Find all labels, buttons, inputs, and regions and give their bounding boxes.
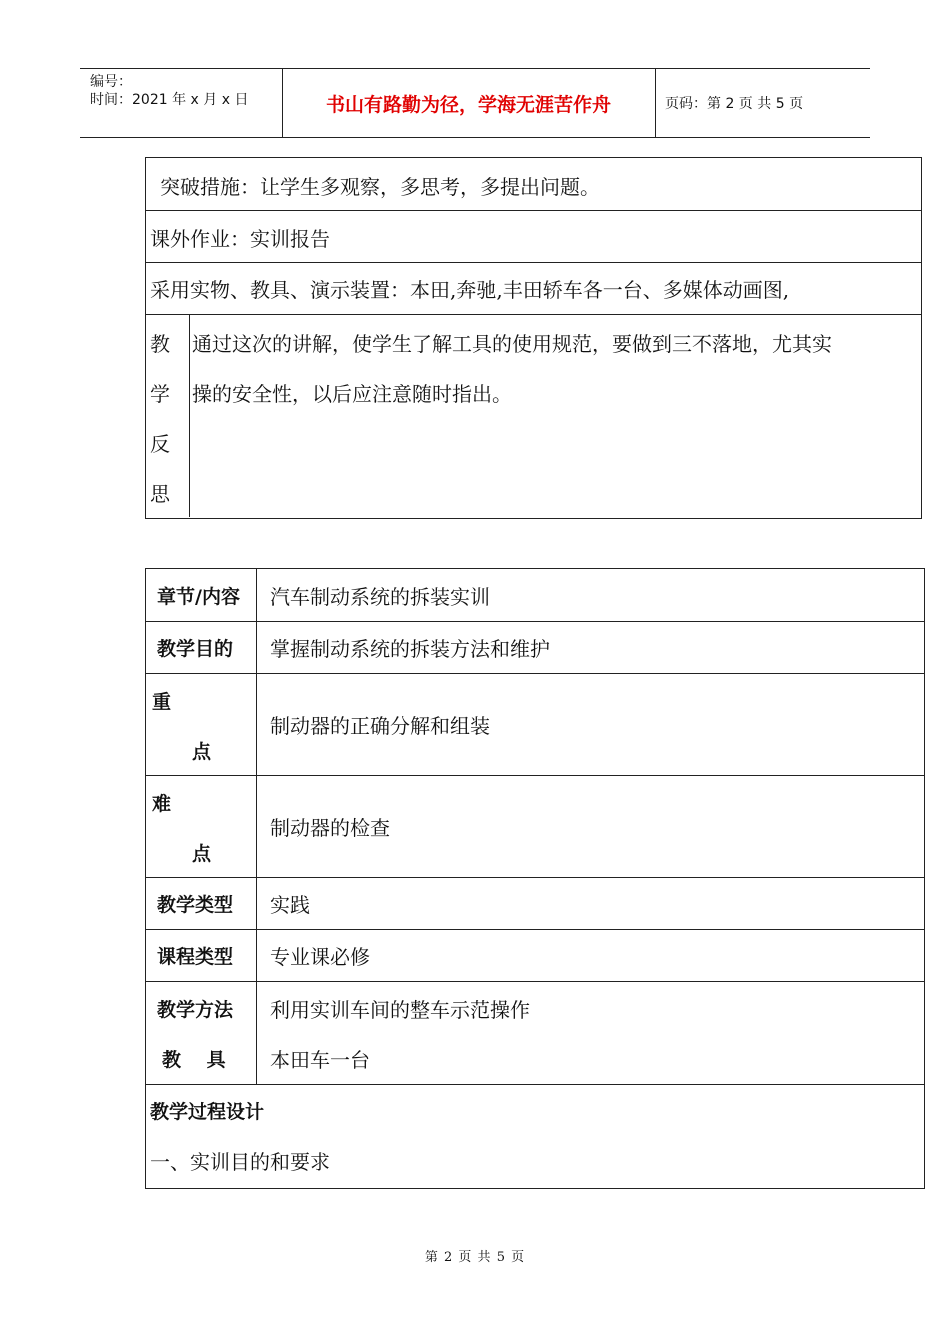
table-rule <box>145 314 921 315</box>
key-point-label: 点 <box>192 741 212 763</box>
goal-label: 教学目的 <box>157 638 234 660</box>
header-divider <box>655 69 656 137</box>
teaching-method-label: 教学方法 <box>157 999 234 1021</box>
difficulty-label: 点 <box>192 843 212 865</box>
header-page-number: 页码：第 2 页 共 5 页 <box>665 96 804 112</box>
table-rule <box>145 981 924 982</box>
teaching-tools-label: 教 具 <box>162 1049 226 1071</box>
difficulty-label: 难 <box>152 793 172 815</box>
goal-value: 掌握制动系统的拆装方法和维护 <box>270 637 550 661</box>
document-number-label: 编号： <box>90 74 132 90</box>
reflection-text-line: 操的安全性，以后应注意随时指出。 <box>192 382 512 406</box>
reflection-text-line: 通过这次的讲解，使学生了解工具的使用规范，要做到三不落地，尤其实 <box>192 332 832 356</box>
table-rule <box>145 673 924 674</box>
table-rule <box>145 775 924 776</box>
table-rule <box>145 877 924 878</box>
teaching-method-value: 利用实训车间的整车示范操作 <box>270 998 530 1022</box>
teaching-type-value: 实践 <box>270 893 310 917</box>
teaching-aids: 采用实物、教具、演示装置：本田,奔驰,丰田轿车各一台、多媒体动画图, <box>150 278 790 302</box>
course-type-label: 课程类型 <box>157 946 234 968</box>
page-footer: 第 2 页 共 5 页 <box>424 1250 526 1265</box>
breakthrough-measures: 突破措施：让学生多观察，多思考，多提出问题。 <box>160 175 600 199</box>
key-point-label: 重 <box>152 691 172 713</box>
process-item: 一、实训目的和要求 <box>150 1150 330 1174</box>
key-point-value: 制动器的正确分解和组装 <box>270 714 490 738</box>
header-meta <box>90 73 248 109</box>
header-motto: 书山有路勤为径，学海无涯苦作舟 <box>325 93 611 116</box>
teaching-tools-value: 本田车一台 <box>270 1048 370 1072</box>
table-rule <box>256 568 257 1084</box>
chapter-value: 汽车制动系统的拆装实训 <box>270 585 490 609</box>
chapter-label: 章节/内容 <box>157 586 240 608</box>
page-header <box>80 68 870 138</box>
reflection-label-char: 思 <box>150 482 170 506</box>
table-rule <box>189 314 190 517</box>
teaching-type-label: 教学类型 <box>157 894 234 916</box>
table-rule <box>145 1084 924 1085</box>
reflection-label-char: 教 <box>150 332 170 356</box>
document-time-label: 时间：2021 年 x 月 x 日 <box>90 92 249 108</box>
difficulty-value: 制动器的检查 <box>270 816 390 840</box>
lesson-plan-table <box>145 568 925 1189</box>
table-rule <box>145 929 924 930</box>
reflection-label-char: 反 <box>150 432 170 456</box>
process-design-heading: 教学过程设计 <box>150 1101 265 1123</box>
table-rule <box>145 210 921 211</box>
table-rule <box>145 621 924 622</box>
table-rule <box>145 262 921 263</box>
course-type-value: 专业课必修 <box>270 945 370 969</box>
homework: 课外作业：实训报告 <box>150 227 330 251</box>
reflection-label-char: 学 <box>150 382 170 406</box>
